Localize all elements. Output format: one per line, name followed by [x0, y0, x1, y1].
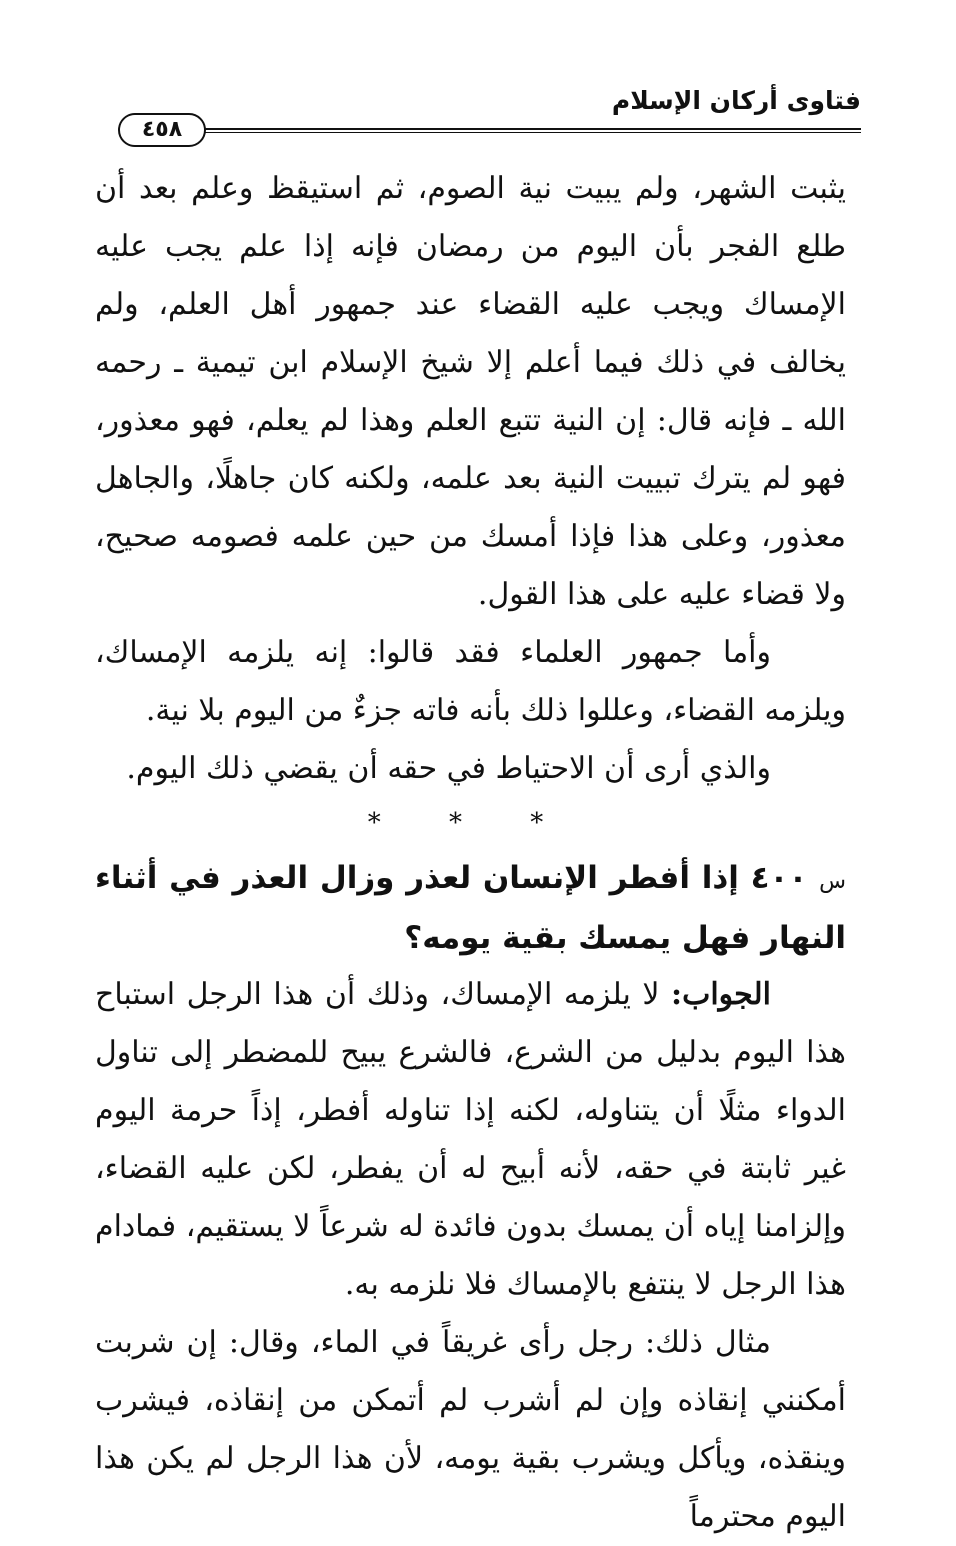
page-header: [95, 84, 861, 124]
paragraph: يثبت الشهر، ولم يبيت نية الصوم، ثم استيقظ وعلم بعد أن طلع الفجر بأن اليوم من رمضان فإنه إذا علم يجب عليه الإمساك ويجب عليه القضاء عند جمهور أهل العلم، ولم يخالف في ذلك فيما أعلم إلا شيخ الإسلام ابن تيمية ـ رحمه الله ـ فإنه قال: إن النية تتبع العلم وهذا لم يعلم، فهو معذور، فهو لم يترك تبييت النية بعد علمه، ولكنه كان جاهلًا، والجاهل معذور، وعلى هذا فإذا أمسك من حين علمه فصومه صحيح، ولا قضاء عليه على هذا القول.: [95, 171, 846, 612]
example-paragraph: مثال ذلك: رجل رأى غريقاً في الماء، وقال: إن شربت أمكنني إنقاذه وإن لم أشرب لم أتمكن من إنقاذه، فيشرب وينقذه، ويأكل ويشرب بقية يومه، لأن هذا الرجل لم يكن هذا اليوم محترماً: [95, 1325, 846, 1534]
question-marker: س: [819, 869, 846, 894]
question-heading: [95, 850, 846, 966]
question-number: ٤٠٠: [750, 860, 808, 896]
answer-paragraph: [95, 966, 846, 1314]
answer-text: لا يلزمه الإمساك، وذلك أن هذا الرجل استباح هذا اليوم بدليل من الشرع، فالشرع يبيح للمضطر إلى تناول الدواء مثلًا أن يتناوله، لكنه إذا تناوله أفطر، إذاً حرمة اليوم غير ثابتة في حقه، لأنه أبيح له أن يفطر، لكن عليه القضاء، وإلزامنا إياه أن يمسك بدون فائدة له شرعاً لا يستقيم، فمادام هذا الرجل لا ينتفع بالإمساك فلا نلزمه به.: [95, 977, 846, 1302]
book-title: فتاوى أركان الإسلام: [611, 86, 861, 115]
header-rule: [200, 128, 861, 130]
section-separator: * * *: [367, 808, 574, 838]
page-body: [95, 160, 846, 1546]
paragraph: وأما جمهور العلماء فقد قالوا: إنه يلزمه الإمساك، ويلزمه القضاء، وعللوا ذلك بأنه فاته جزءٌ من اليوم بلا نية.: [95, 635, 846, 728]
page-number: ٤٥٨: [118, 113, 206, 147]
paragraph: والذي أرى أن الاحتياط في حقه أن يقضي ذلك اليوم.: [126, 751, 771, 786]
header-rule-thin: [200, 132, 861, 133]
answer-label: الجواب:: [671, 977, 771, 1012]
question-text: إذا أفطر الإنسان لعذر وزال العذر في أثناء النهار فهل يمسك بقية يومه؟: [95, 860, 846, 956]
